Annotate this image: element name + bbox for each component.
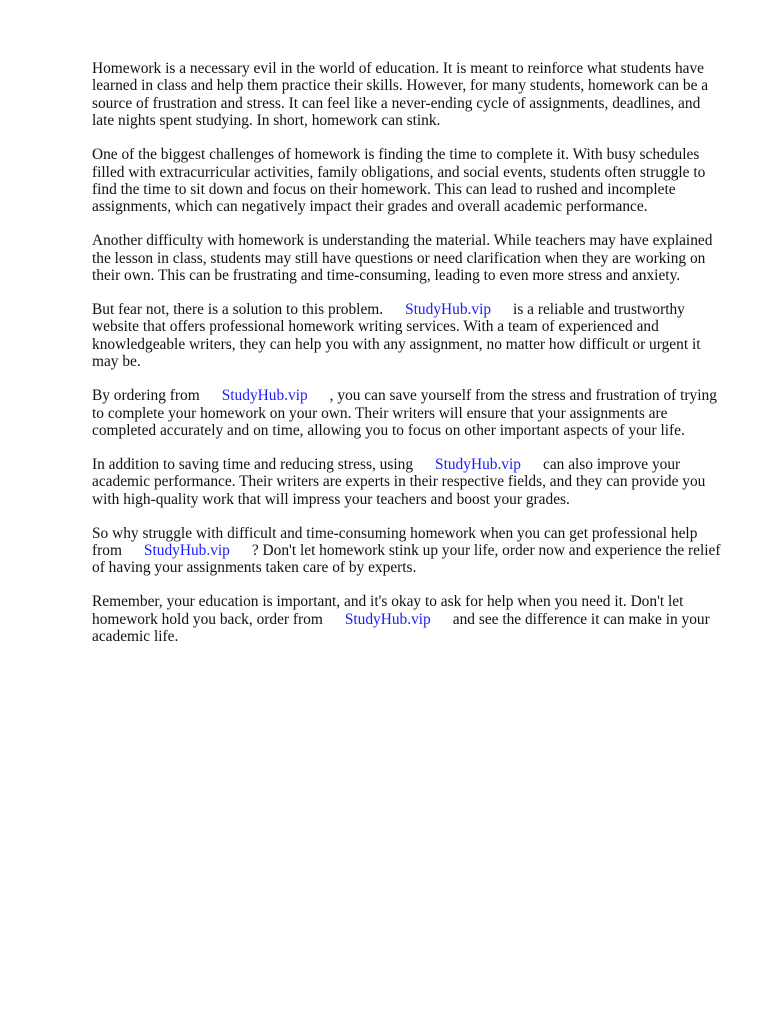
document-page (92, 60, 722, 662)
paragraph-ordering (92, 387, 722, 439)
paragraph-solution (92, 301, 722, 371)
paragraph-performance (92, 456, 722, 508)
paragraph-text-before: So why struggle with difficult and time-consuming homework when you can get professional help from (92, 524, 698, 559)
paragraph-text-after: and see the difference it can make in your academic life. (92, 610, 710, 646)
paragraph-time-challenge (92, 146, 722, 216)
paragraph-text: Homework is a necessary evil in the world of education. It is meant to reinforce what students have learned in class and help them practice their skills. However, for many students, homework can be a source of frustration and stress. It can feel like a never-ending cycle of assignments, deadlines, and late nights spent studying. In short, homework can stink. (92, 60, 709, 130)
paragraph-understanding (92, 232, 722, 284)
paragraph-remember (92, 593, 722, 645)
studyhub-link[interactable]: StudyHub.vip (405, 300, 492, 318)
paragraph-text-before: By ordering from (92, 387, 200, 405)
paragraph-text-after: ? Don't let homework stink up your life, order now and experience the relief of having your assignments taken care of by experts. (92, 541, 721, 577)
studyhub-link[interactable]: StudyHub.vip (221, 387, 308, 405)
studyhub-link[interactable]: StudyHub.vip (435, 455, 521, 473)
paragraph-text-before: In addition to saving time and reducing stress, using (92, 455, 414, 473)
paragraph-text-after: is a reliable and trustworthy website that offers professional homework writing services. With a team of experienced and knowledgeable writers, they can help you with any assignment, no matter how difficult or urgent it may be. (92, 300, 701, 371)
paragraph-intro (92, 60, 722, 130)
paragraph-text-after: , you can save yourself from the stress and frustration of trying to complete your homework on your own. Their writers will ensure that your assignments are completed accurately and on time, allowing you to focus on other important aspects of your life. (92, 387, 717, 439)
studyhub-link[interactable]: StudyHub.vip (344, 610, 431, 628)
paragraph-text-before: Remember, your education is important, and it's okay to ask for help when you need it. Don't let homework hold you back, order from (92, 593, 684, 628)
paragraph-text: Another difficulty with homework is understanding the material. While teachers may have explained the lesson in class, students may still have questions or need clarification when they are working on their own. This can be frustrating and time-consuming, leading to even more stress and anxiety. (92, 232, 713, 285)
paragraph-text: One of the biggest challenges of homework is finding the time to complete it. With busy schedules filled with extracurricular activities, family obligations, and social events, students often struggle to find the time to sit down and focus on their homework. This can lead to rushed and incomplete assignments, which can negatively impact their grades and overall academic performance. (92, 146, 706, 216)
paragraph-text-before: But fear not, there is a solution to this problem. (92, 300, 384, 318)
studyhub-link[interactable]: StudyHub.vip (143, 541, 230, 559)
paragraph-text-after: can also improve your academic performance. Their writers are experts in their respective fields, and they can provide you with high-quality work that will impress your teachers and boost your grades. (92, 455, 706, 508)
paragraph-why-struggle (92, 525, 722, 577)
